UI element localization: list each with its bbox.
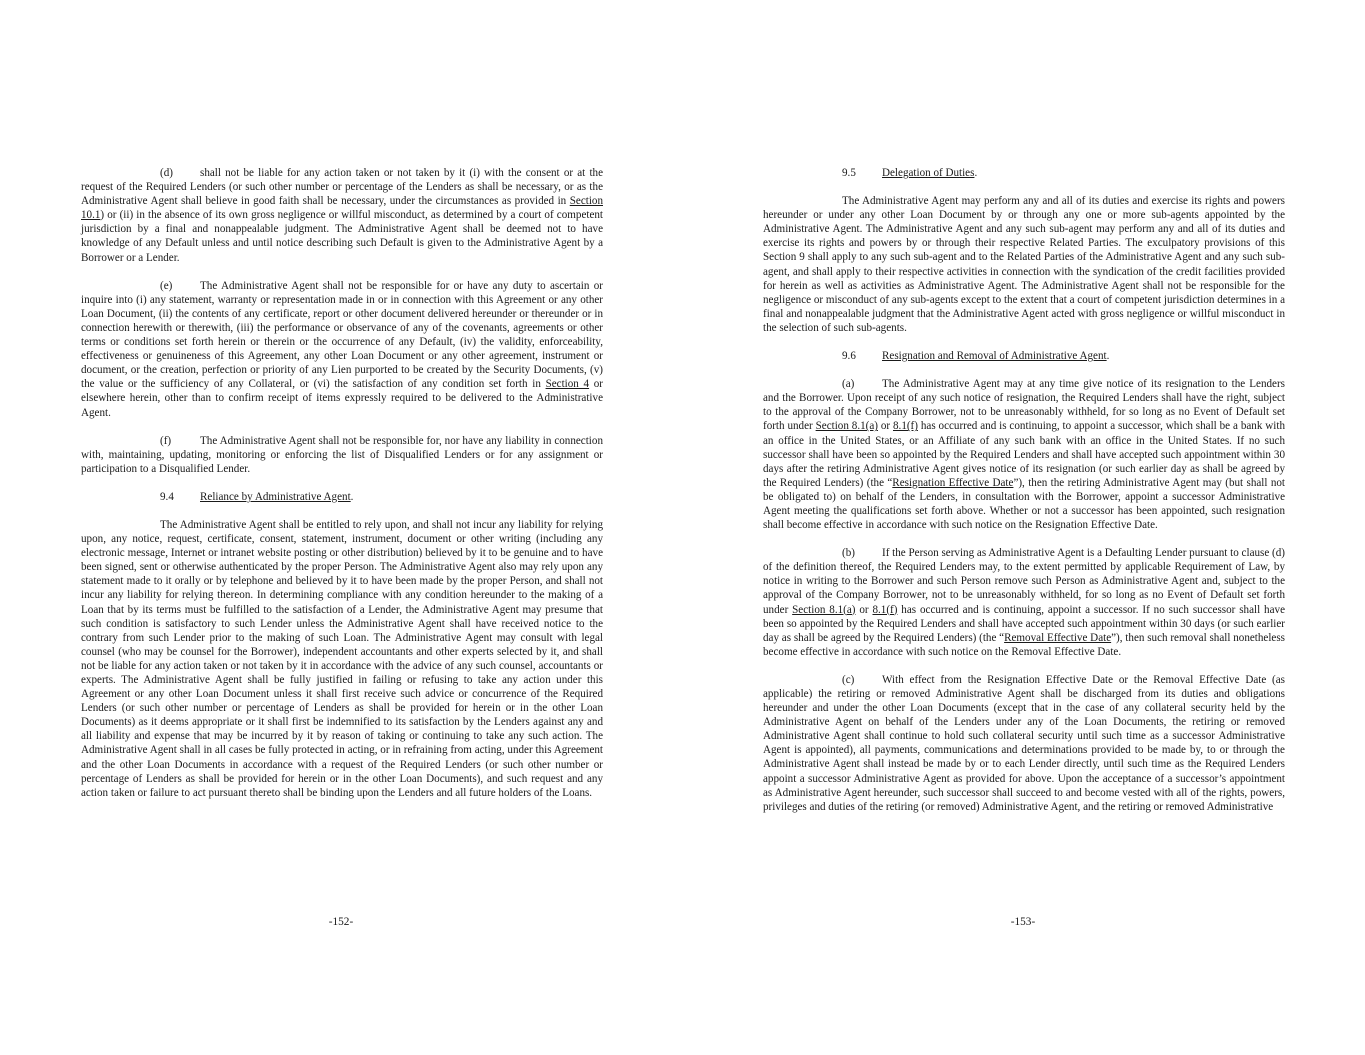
paragraph-a-or: or	[877, 420, 893, 433]
section-9-5-title: Delegation of Duties	[882, 167, 975, 179]
section-10-1-reference[interactable]: Section 10.1	[81, 195, 603, 222]
paragraph-b-text-cont: has occurred and is continuing, appoint a successor. If no such successor shall have been so appointed by the Required Lenders and shall have accepted such appointment within 30 days (or such earlier day as shall be agreed by the Required Lenders) (the “	[763, 603, 1286, 644]
paragraph-e-label: (e)	[160, 279, 173, 292]
section-9-6-number: 9.6	[842, 350, 856, 363]
paragraph-c-text: With effect from the Resignation Effective Date or the Removal Effective Date (as applicable) the retiring or removed Administrative Agent shall be discharged from its duties and obligations hereunder and under the other Loan Documents (except that in the case of any collateral security held by the Administrative Agent on behalf of the Lenders under any of the Loan Documents, the retiring or removed Administrative Agent shall continue to hold such collateral security until such time as a successor Administrative Agent is appointed), all payments, communications and determinations provided to be made by, to or through the Administrative Agent shall instead be made by or to each Lender directly, until such time as the Required Lenders appoint a successor Administrative Agent as provided for above. Upon the acceptance of a successor’s appointment as Administrative Agent hereunder, such successor shall succeed to and become vested with all of the rights, powers, privileges and duties of the retiring (or removed) Administrative Agent, and the retiring or removed Administrative	[763, 673, 1285, 813]
section-8-1-f-reference-b[interactable]: 8.1(f)	[872, 603, 898, 616]
paragraph-d-text: shall not be liable for any action taken or not taken by it (i) with the consent or at the request of the Required Lenders (or such other number or percentage of the Lenders as shall be necessary, or as the Administrative Agent shall believe in good faith shall be necessary, under the circumstances as provided in	[81, 167, 603, 208]
paragraph-c-label: (c)	[842, 673, 855, 686]
section-9-4-body: The Administrative Agent shall be entitled to rely upon, and shall not incur any liability for relying upon, any notice, request, certificate, consent, statement, instrument, document or other writing (including any electronic message, Internet or intranet website posting or other distribution) believed by it to be genuine and to have been signed, sent or otherwise authenticated by the proper Person. The Administrative Agent also may rely upon any statement made to it orally or by telephone and believed by it to have been made by the proper Person, and shall not incur any liability for relying thereon. In determining compliance with any condition hereunder to the making of a Loan that by its terms must be fulfilled to the satisfaction of a Lender, the Administrative Agent may presume that such condition is satisfactory to such Lender unless the Administrative Agent shall have received notice to the contrary from such Lender prior to the making of such Loan. The Administrative Agent may consult with legal counsel (who may be counsel for the Borrower), independent accountants and other experts selected by it, and shall not be liable for any action taken or not taken by it in accordance with the advice of any such counsel, accountants or experts. The Administrative Agent shall be fully justified in failing or refusing to take any action under this Agreement or any other Loan Document unless it shall first receive such advice or concurrence of the Required Lenders (or such other number or percentage of Lenders as shall be provided for herein or in the other Loan Documents) as it deems appropriate or it shall first be indemnified to its satisfaction by the Lenders against any and all liability and expense that may be incurred by it by reason of taking or continuing to take any such action. The Administrative Agent shall in all cases be fully protected in acting, or in refraining from acting, under this Agreement and the other Loan Documents in accordance with a request of the Required Lenders (or such other number or percentage of Lenders as shall be provided for herein or in the other Loan Documents), and such request and any action taken or failure to act pursuant thereto shall be binding upon the Lenders and all future holders of the Loans.	[81, 518, 603, 799]
section-8-1-a-reference[interactable]: Section 8.1(a)	[815, 420, 878, 433]
paragraph-a-text-cont: has occurred and is continuing, to appoint a successor, which shall be a bank with an office in the United States, or an Affiliate of any such bank with an office in the United States. If no such successor shall have been so appointed by the Required Lenders and shall have accepted such appointment within 30 days after the retiring Administrative Agent gives notice of its resignation (or such earlier day as shall be agreed by the Required Lenders) (the “	[763, 420, 1285, 489]
section-4-reference[interactable]: Section 4	[545, 378, 590, 391]
paragraph-b-label: (b)	[842, 547, 855, 560]
paragraph-e-text-cont: or elsewhere herein, other than to confirm receipt of items expressly required to be delivered to the Administrative Agent.	[81, 378, 604, 419]
paragraph-f	[81, 434, 603, 476]
section-9-4-heading: 9.4 Reliance by Administrative Agent.	[160, 490, 354, 503]
removal-effective-date-term: Removal Effective Date	[1004, 631, 1112, 644]
paragraph-b-text-end: ”), then such removal shall nonetheless become effective in accordance with such notice on the Removal Effective Date.	[763, 631, 1285, 658]
right-text-column	[763, 166, 1285, 828]
paragraph-e	[81, 279, 603, 420]
paragraph-b-or: or	[855, 603, 873, 616]
paragraph-d	[81, 166, 603, 265]
paragraph-a-text: The Administrative Agent may at any time give notice of its resignation to the Lenders and the Borrower. Upon receipt of any such notice of resignation, the Required Lenders shall have the right, subject to the approval of the Company Borrower, not to be unreasonably withheld, for so long as no Event of Default set forth under	[763, 378, 1285, 433]
section-8-1-f-reference[interactable]: 8.1(f)	[893, 420, 918, 433]
section-9-5-body: The Administrative Agent may perform any and all of its duties and exercise its rights and powers hereunder or under any other Loan Document by or through any one or more sub-agents appointed by the Administrative Agent. The Administrative Agent and any such sub-agent may perform any and all of its duties and exercise its rights and powers by or through their respective Related Parties. The exculpatory provisions of this Section 9 shall apply to any such sub-agent and to the Related Parties of the Administrative Agent and any such sub-agent, and shall apply to their respective activities in connection with the syndication of the credit facilities provided for herein as well as activities as Administrative Agent. The Administrative Agent shall not be responsible for the negligence or misconduct of any sub-agents except to the extent that a court of competent jurisdiction determines in a final and nonappealable judgment that the Administrative Agent acted with gross negligence or willful misconduct in the selection of such sub-agents.	[763, 195, 1285, 334]
section-9-4-title: Reliance by Administrative Agent	[200, 490, 351, 503]
paragraph-e-text: The Administrative Agent shall not be responsible for or have any duty to ascertain or inquire into (i) any statement, warranty or representation made in or in connection with this Agreement or any other Loan Document, (ii) the contents of any certificate, report or other document delivered hereunder or thereunder or in connection herewith or therewith, (iii) the performance or observance of any of the covenants, agreements or other terms or conditions set forth herein or therein or the occurrence of any Default, (iv) the validity, enforceability, effectiveness or genuineness of this Agreement, any other Loan Document or any other agreement, instrument or document, or the creation, perfection or priority of any Lien purported to be created by the Security Documents, (v) the value or the sufficiency of any Collateral, or (vi) the satisfaction of any condition set forth in	[81, 279, 603, 391]
page-number-152: -152-	[328, 916, 354, 928]
left-text-column	[81, 166, 603, 814]
paragraph-9-6-a	[763, 377, 1285, 532]
paragraph-9-6-b	[763, 546, 1285, 659]
section-9-6-heading: 9.6 Resignation and Removal of Administrative Agent.	[842, 350, 1110, 363]
paragraph-a-text-end: ”), then the retiring Administrative Agent may (but shall not be obligated to) on behalf of the Lenders, in consultation with the Borrower, appoint a successor Administrative Agent meeting the qualifications set forth above. Whether or not a successor has been appointed, such resignation shall become effective in accordance with such notice on the Resignation Effective Date.	[763, 476, 1285, 532]
section-9-5-heading: 9.5 Delegation of Duties.	[842, 167, 978, 179]
resignation-effective-date-term: Resignation Effective Date	[892, 476, 1014, 489]
paragraph-d-label: (d)	[160, 167, 173, 179]
page-152	[0, 0, 682, 1055]
paragraph-f-text: The Administrative Agent shall not be responsible for, nor have any liability in connection with, maintaining, updating, monitoring or enforcing the list of Disqualified Lenders or for any assignment or participation to a Disqualified Lender.	[81, 434, 603, 475]
section-9-6-title: Resignation and Removal of Administrative Agent	[882, 350, 1107, 363]
page-number-153: -153-	[1010, 916, 1036, 928]
paragraph-9-6-c	[763, 673, 1285, 814]
paragraph-d-text-cont: ) or (ii) in the absence of its own gross negligence or willful misconduct, as determined by a court of competent jurisdiction by a final and nonappealable judgment. The Administrative Agent shall be deemed not to have knowledge of any Default unless and until notice describing such Default is given to the Administrative Agent by a Borrower or a Lender.	[81, 209, 603, 264]
section-9-5-number: 9.5	[842, 167, 856, 179]
paragraph-b-text: If the Person serving as Administrative Agent is a Defaulting Lender pursuant to clause (d) of the definition thereof, the Required Lenders may, to the extent permitted by applicable Requirement of Law, by notice in writing to the Borrower and such Person remove such Person as Administrative Agent and, subject to the approval of the Company Borrower, not to be unreasonably withheld, for so long as no Event of Default set forth under	[763, 547, 1285, 616]
page-153	[682, 0, 1364, 1055]
paragraph-f-label: (f)	[160, 434, 172, 447]
section-9-4-number: 9.4	[160, 490, 174, 503]
section-8-1-a-reference-b[interactable]: Section 8.1(a)	[792, 603, 856, 616]
paragraph-a-label: (a)	[842, 378, 855, 391]
